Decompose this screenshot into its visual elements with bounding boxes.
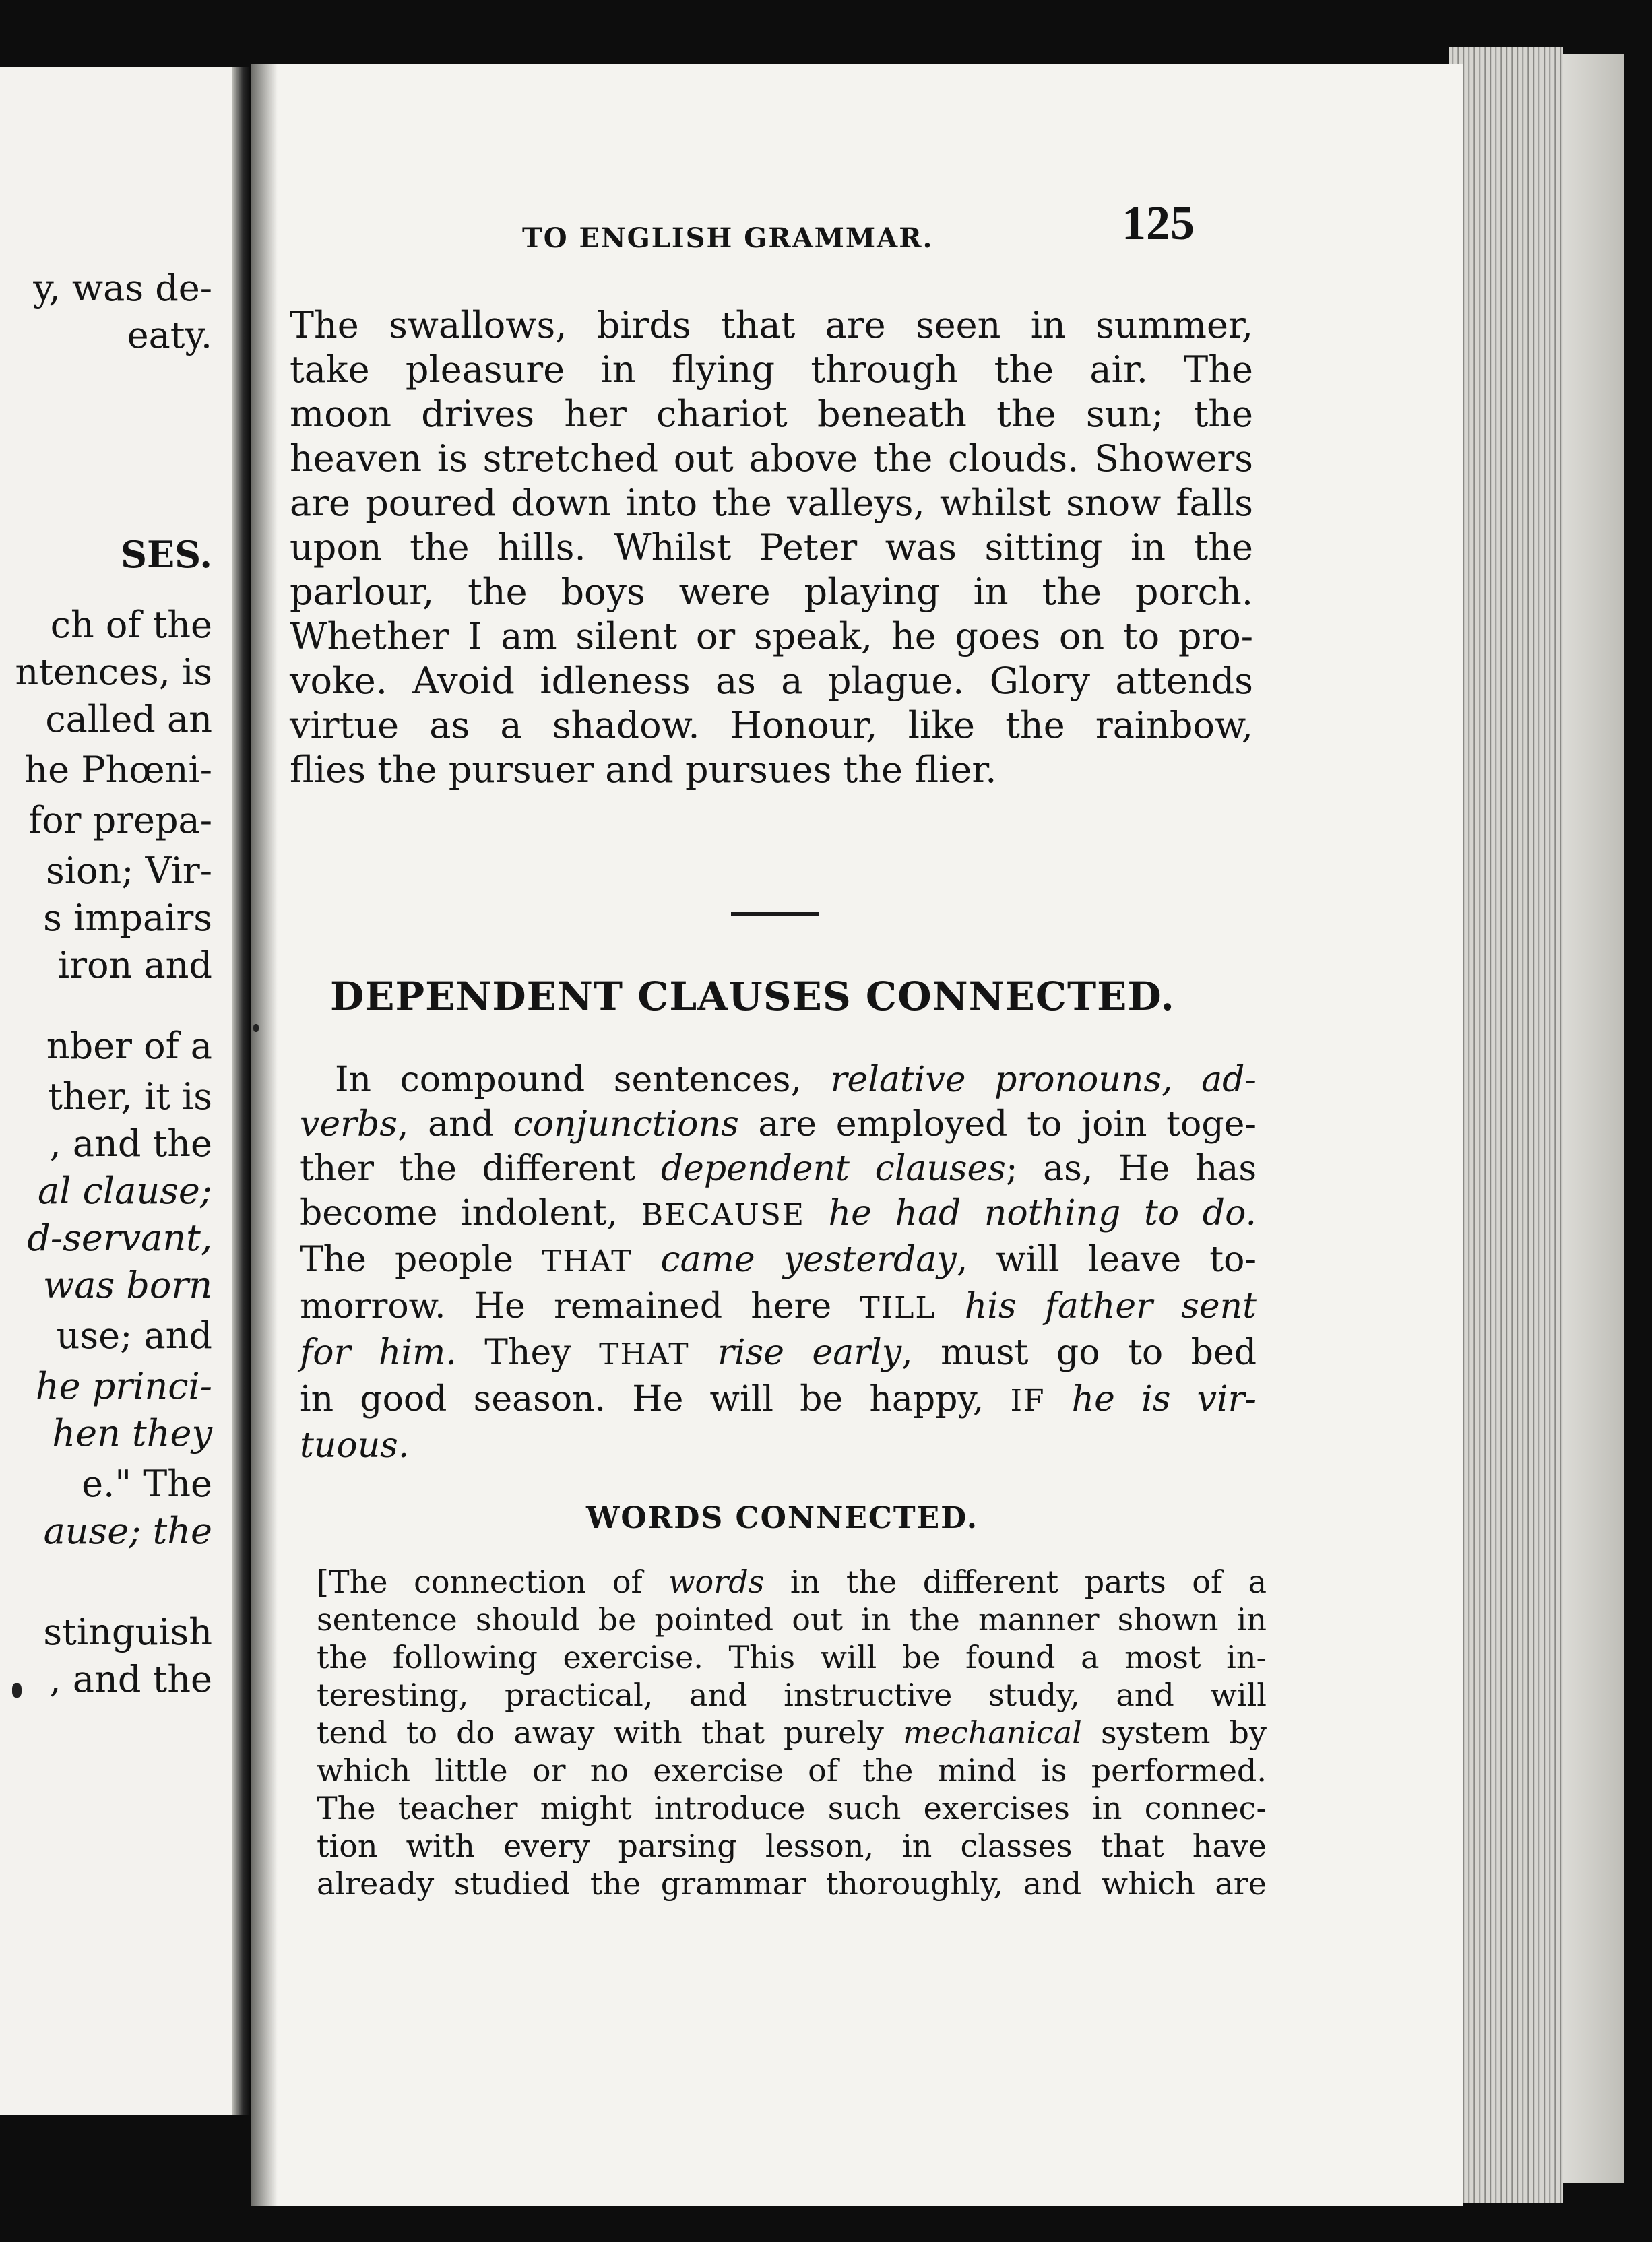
- left-page-line: nber of a: [46, 1025, 212, 1067]
- left-facing-page: [0, 67, 239, 2115]
- text-line: teresting, practical, and instructive study, and will: [317, 1677, 1267, 1713]
- left-page-line: was born: [43, 1264, 212, 1306]
- text-line: The swallows, birds that are seen in summer,: [290, 304, 1253, 346]
- page-inner-shadow: [251, 64, 278, 2206]
- text-line: parlour, the boys were playing in the porch.: [290, 571, 1253, 613]
- explanation-paragraph: [300, 1058, 1257, 1468]
- text-line: tuous.: [300, 1426, 410, 1466]
- text-line: the following exercise. This will be found a most in-: [317, 1639, 1267, 1675]
- scan-speck: [12, 1683, 22, 1698]
- left-page-line: called an: [45, 698, 212, 740]
- page-edge-stack: [1449, 47, 1563, 2203]
- text-line: are poured down into the valleys, whilst snow falls: [290, 482, 1253, 524]
- left-page-line: ch of the: [50, 604, 212, 646]
- text-line: heaven is stretched out above the clouds. Showers: [290, 437, 1253, 480]
- text-line: for him. They THAT rise early, must go to bed: [300, 1333, 1257, 1373]
- scan-speck: [253, 1024, 259, 1032]
- left-page-line: s impairs: [43, 897, 212, 939]
- left-page-line: , and the: [49, 1122, 212, 1165]
- text-line: take pleasure in flying through the air. The: [290, 348, 1253, 391]
- text-line: flies the pursuer and pursues the flier.: [290, 748, 997, 791]
- left-page-line: sion; Vir-: [45, 850, 212, 892]
- text-line: which little or no exercise of the mind is performed.: [317, 1752, 1267, 1789]
- text-line: [The connection of words in the different parts of a: [317, 1564, 1267, 1600]
- left-page-line: eaty.: [127, 314, 212, 356]
- text-line: moon drives her chariot beneath the sun; the: [290, 393, 1253, 435]
- text-line: Whether I am silent or speak, he goes on to pro-: [290, 615, 1253, 658]
- subsection-heading: WORDS CONNECTED.: [586, 1501, 979, 1535]
- left-page-line: hen they: [52, 1412, 212, 1454]
- left-page-line: e." The: [82, 1463, 212, 1505]
- left-page-line: , and the: [49, 1658, 212, 1700]
- text-line: become indolent, BECAUSE he had nothing to do.: [300, 1193, 1257, 1234]
- text-line: verbs, and conjunctions are employed to join toge-: [300, 1104, 1257, 1145]
- page-number: 125: [1122, 196, 1195, 250]
- text-line: in good season. He will be happy, IF he is vir-: [300, 1379, 1257, 1419]
- left-page-line: he Phœni-: [24, 748, 212, 791]
- left-page-line: ther, it is: [48, 1075, 212, 1118]
- text-line: The teacher might introduce such exercises in connec-: [317, 1790, 1267, 1826]
- running-head: TO ENGLISH GRAMMAR.: [522, 222, 934, 254]
- section-heading: DEPENDENT CLAUSES CONNECTED.: [330, 973, 1175, 1019]
- left-page-line: al clause;: [38, 1170, 212, 1212]
- left-page-line: for prepa-: [28, 799, 212, 841]
- text-line: voke. Avoid idleness as a plague. Glory attends: [290, 660, 1253, 702]
- section-divider: [731, 912, 819, 916]
- text-line: upon the hills. Whilst Peter was sitting in the: [290, 526, 1253, 569]
- text-line: morrow. He remained here TILL his father sent: [300, 1286, 1257, 1326]
- text-line: In compound sentences, relative pronouns, ad-: [335, 1060, 1257, 1100]
- book-gutter: [232, 67, 250, 2115]
- left-page-line: iron and: [57, 944, 212, 986]
- text-line: tend to do away with that purely mechanical system by: [317, 1715, 1267, 1751]
- note-paragraph: [317, 1563, 1267, 1902]
- text-line: already studied the grammar thoroughly, and which are: [317, 1865, 1267, 1902]
- left-page-line: y, was de-: [33, 267, 212, 309]
- text-line: ther the different dependent clauses; as, He has: [300, 1149, 1257, 1189]
- text-line: virtue as a shadow. Honour, like the rainbow,: [290, 704, 1253, 746]
- left-page-line: stinguish: [43, 1611, 212, 1653]
- left-page-line: ntences, is: [15, 651, 212, 693]
- left-page-line: use; and: [56, 1314, 212, 1357]
- left-page-line: ause; the: [43, 1510, 212, 1552]
- text-line: The people THAT came yesterday, will leave to-: [300, 1240, 1257, 1280]
- left-page-line: he princi-: [35, 1365, 212, 1407]
- text-line: sentence should be pointed out in the manner shown in: [317, 1601, 1267, 1638]
- example-paragraph: [290, 303, 1253, 792]
- left-page-line: SES.: [120, 533, 212, 576]
- text-line: tion with every parsing lesson, in classes that have: [317, 1828, 1267, 1864]
- left-page-line: d-servant,: [27, 1217, 212, 1259]
